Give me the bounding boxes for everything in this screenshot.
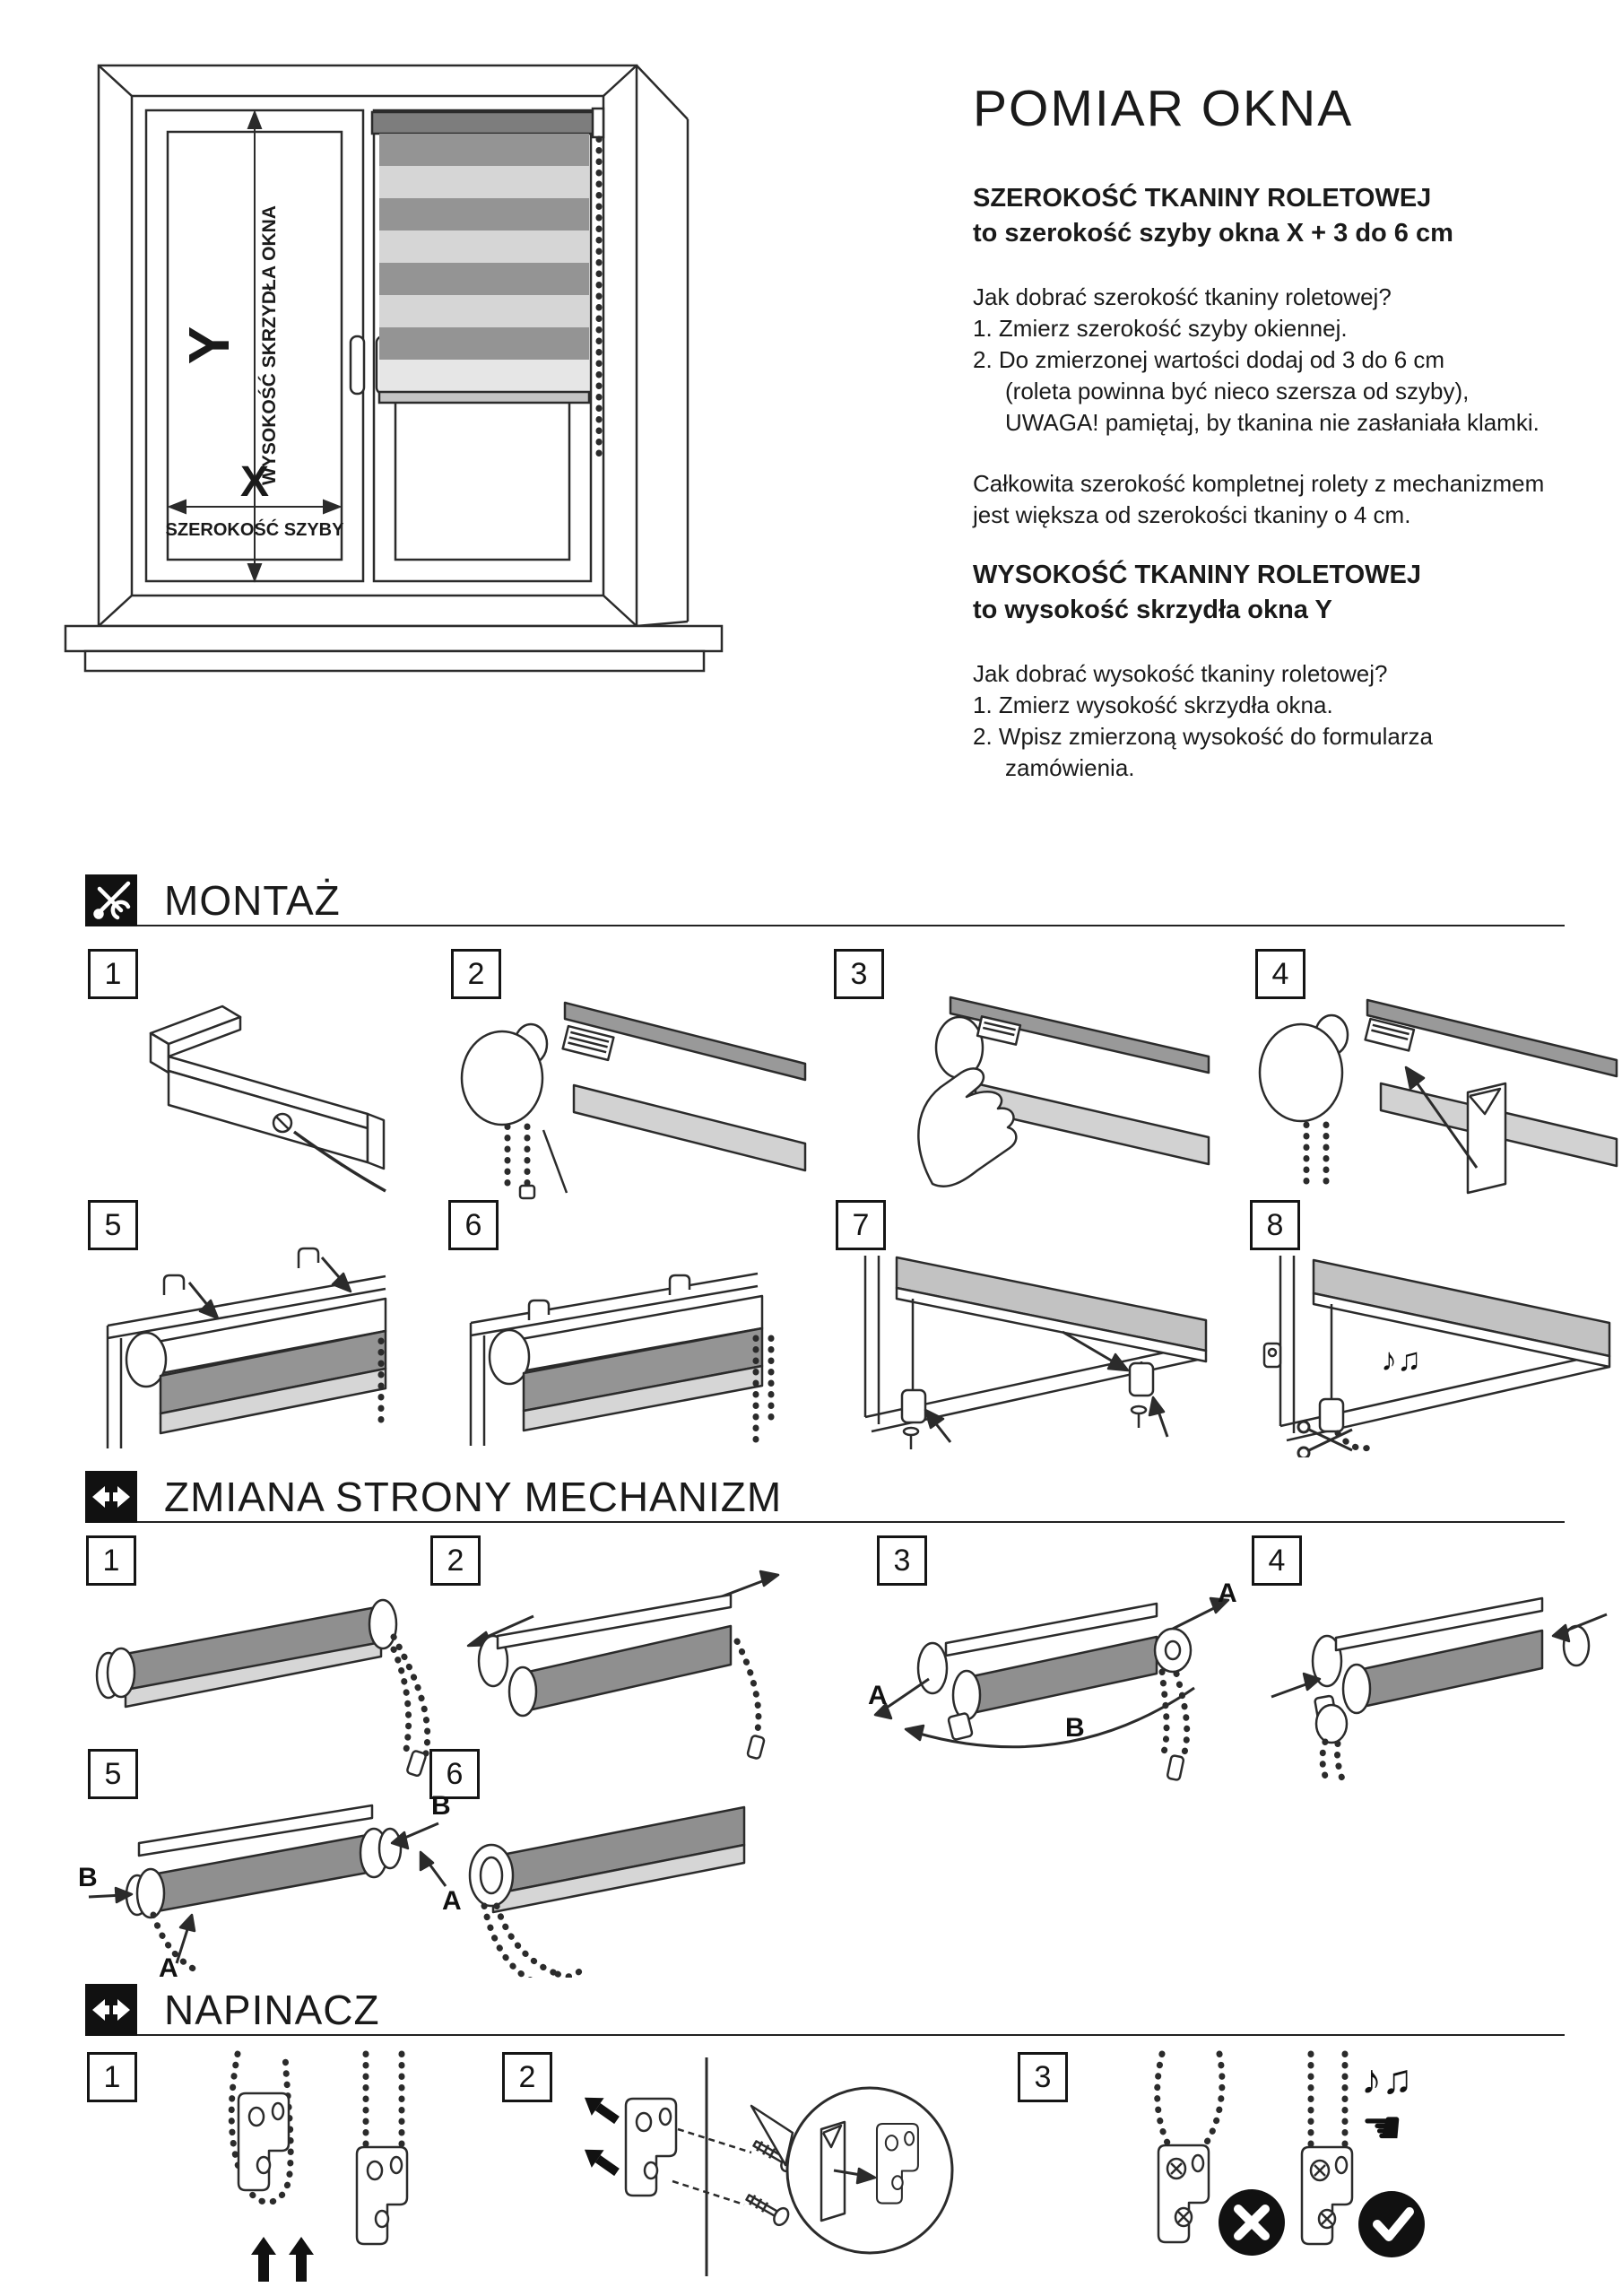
montaz-step-2-number: 2 (451, 949, 501, 999)
screw-hole-x (1175, 2208, 1192, 2226)
napinacz-title: NAPINACZ (164, 1987, 380, 2033)
label-a: A (442, 1886, 462, 1916)
music-notes-icon: ♪♫ (1381, 1341, 1421, 1378)
montaz-step-5-illustration (85, 1238, 444, 1453)
zmiana-rule (137, 1521, 1565, 1523)
tensioner (1130, 1363, 1153, 1396)
zmiana-step-5-number: 5 (88, 1749, 138, 1799)
magnifier-detail (751, 2088, 952, 2253)
montaz-step-6-illustration (444, 1238, 811, 1453)
montaz-step-8-illustration (1246, 1238, 1614, 1457)
zmiana-step-5-illustration (76, 1780, 471, 1978)
left-right-arrows-icon (85, 1471, 137, 1523)
screw-hole-x (1311, 2161, 1329, 2180)
tensioner-plate (1158, 2145, 1209, 2242)
check-mark-icon (1358, 2191, 1425, 2257)
montaz-step-1-number: 1 (88, 949, 138, 999)
napinacz-step-2-illustration (565, 2047, 977, 2289)
zmiana-step-3-number: 3 (877, 1535, 927, 1586)
montaz-step-8-number: 8 (1250, 1200, 1300, 1250)
x-mark-icon (1219, 2189, 1285, 2256)
chain (507, 1126, 527, 1191)
tensioner-plate (626, 2099, 676, 2196)
x-letter: X (239, 458, 270, 506)
height-heading: WYSOKOŚĆ TKANINY ROLETOWEJ to wysokość skrzydła okna Y (973, 561, 1422, 624)
music-note-icon: ♪♫ (1361, 2056, 1413, 2102)
napinacz-header (85, 1984, 380, 2036)
napinacz-step-1-number: 1 (87, 2052, 137, 2102)
montaz-step-1-illustration (99, 987, 457, 1202)
page-title: POMIAR OKNA (973, 80, 1354, 137)
screw-hole-x (1167, 2159, 1185, 2179)
hand (918, 1068, 1016, 1186)
tools-icon (85, 874, 137, 926)
chain-loop (1162, 1672, 1187, 1756)
montaz-title: MONTAŻ (164, 877, 341, 924)
window-sill (65, 626, 722, 671)
width-heading: SZEROKOŚĆ TKANINY ROLETOWEJ to szerokość szyby okna X + 3 do 6 cm (973, 184, 1453, 248)
montaz-step-6-number: 6 (448, 1200, 499, 1250)
arrow (578, 2141, 623, 2181)
montaz-step-3-illustration (825, 978, 1210, 1202)
tensioner-plate (1302, 2147, 1352, 2244)
screw-icon (1132, 1406, 1146, 1428)
napinacz-rule (137, 2034, 1565, 2036)
label-b: B (431, 1791, 451, 1821)
zmiana-step-6-illustration (421, 1780, 807, 1978)
zmiana-step-4-number: 4 (1252, 1535, 1302, 1586)
height-instructions: Jak dobrać wysokość tkaniny roletowej? 1. Zmierz wysokość skrzydła okna. 2. Wpisz zmierzoną wysokość do formularza zamówienia. (973, 660, 1433, 781)
chain-mechanism (1316, 1705, 1347, 1743)
napinacz-step-3-illustration (1076, 2047, 1462, 2289)
bracket-hook (670, 1275, 690, 1295)
zmiana-header (85, 1471, 782, 1523)
screw-icon (904, 1428, 918, 1449)
bracket-hook (164, 1275, 184, 1295)
label-b: B (1065, 1713, 1085, 1743)
screw-icon (743, 2189, 791, 2227)
label-a: A (1218, 1578, 1237, 1608)
montaz-step-4-illustration (1242, 978, 1618, 1202)
width-instructions: Jak dobrać szerokość tkaniny roletowej? 1. Zmierz szerokość szyby okiennej. 2. Do zmierzonej wartości dodaj od 3 do 6 cm (roleta powinna być nieco szersza od szyby), UWAGA! pamiętaj, by tkanina nie zasłaniała klamki. (973, 283, 1540, 436)
mechanism-cap (462, 1031, 542, 1125)
up-arrow (251, 2237, 276, 2282)
montaz-step-4-number: 4 (1255, 949, 1305, 999)
y-axis-label: WYSOKOŚĆ SKRZYDŁA OKNA (259, 205, 280, 485)
end-cap (369, 1600, 396, 1648)
montaz-rule (137, 925, 1565, 926)
slack-chain (1158, 2054, 1222, 2156)
zmiana-step-1-number: 1 (86, 1535, 136, 1586)
up-arrow (289, 2237, 314, 2282)
tensioner-plate (357, 2147, 407, 2244)
napinacz-step-3-number: 3 (1018, 2052, 1068, 2102)
label-a: A (159, 1953, 178, 1978)
montaz-step-3-number: 3 (834, 949, 884, 999)
end-cap (137, 1869, 164, 1918)
measure-text-column (973, 79, 1592, 784)
width-note: Całkowita szerokość kompletnej rolety z mechanizmem jest większa od szerokości tkaniny o 4 cm. (973, 470, 1545, 528)
zmiana-step-4-illustration (1237, 1561, 1614, 1794)
mechanism-cap (1260, 1024, 1342, 1121)
end-cap (108, 1648, 134, 1697)
chain-bundle (484, 1906, 583, 1978)
screw-hole-x (1319, 2210, 1335, 2228)
napinacz-step-1-illustration (152, 2047, 475, 2289)
tensioner (1320, 1399, 1343, 1431)
end-cap (509, 1667, 536, 1716)
end-cap (1343, 1665, 1370, 1713)
bracket-hook (529, 1300, 549, 1320)
bracket-hook (299, 1248, 318, 1268)
montaz-step-5-number: 5 (88, 1200, 138, 1250)
tensioner-plate (239, 2093, 289, 2190)
montaz-header (85, 874, 341, 926)
zmiana-step-2-number: 2 (430, 1535, 481, 1586)
chain (1323, 1742, 1343, 1781)
montaz-step-7-illustration (834, 1238, 1210, 1457)
clamp-grille (563, 1026, 614, 1060)
zmiana-step-1-illustration (76, 1574, 453, 1780)
zmiana-step-2-illustration (421, 1561, 807, 1785)
end-cap (953, 1671, 980, 1719)
zmiana-step-6-number: 6 (429, 1749, 480, 1799)
pointing-hand-icon: ☚ (1361, 2102, 1403, 2154)
montaz-step-7-number: 7 (836, 1200, 886, 1250)
label-b: B (78, 1863, 98, 1892)
zmiana-step-3-illustration (861, 1561, 1255, 1794)
left-right-arrows-icon (85, 1984, 137, 2036)
taut-chain (1311, 2054, 1345, 2152)
x-axis-label: SZEROKOŚĆ SZYBY (165, 520, 344, 540)
chain (366, 2054, 402, 2154)
arrow (578, 2089, 623, 2129)
tensioner (902, 1390, 925, 1422)
chain (1306, 1125, 1326, 1191)
end-cap (918, 1643, 947, 1693)
zmiana-title: ZMIANA STRONY MECHANIZM (164, 1474, 783, 1520)
y-letter: Y (177, 326, 241, 365)
montaz-step-2-illustration (430, 978, 807, 1202)
label-a: A (868, 1681, 888, 1710)
blind-fabric-stripes (379, 134, 589, 392)
napinacz-step-2-number: 2 (502, 2052, 552, 2102)
chain (737, 1641, 759, 1735)
window-measure-illustration (49, 40, 785, 709)
